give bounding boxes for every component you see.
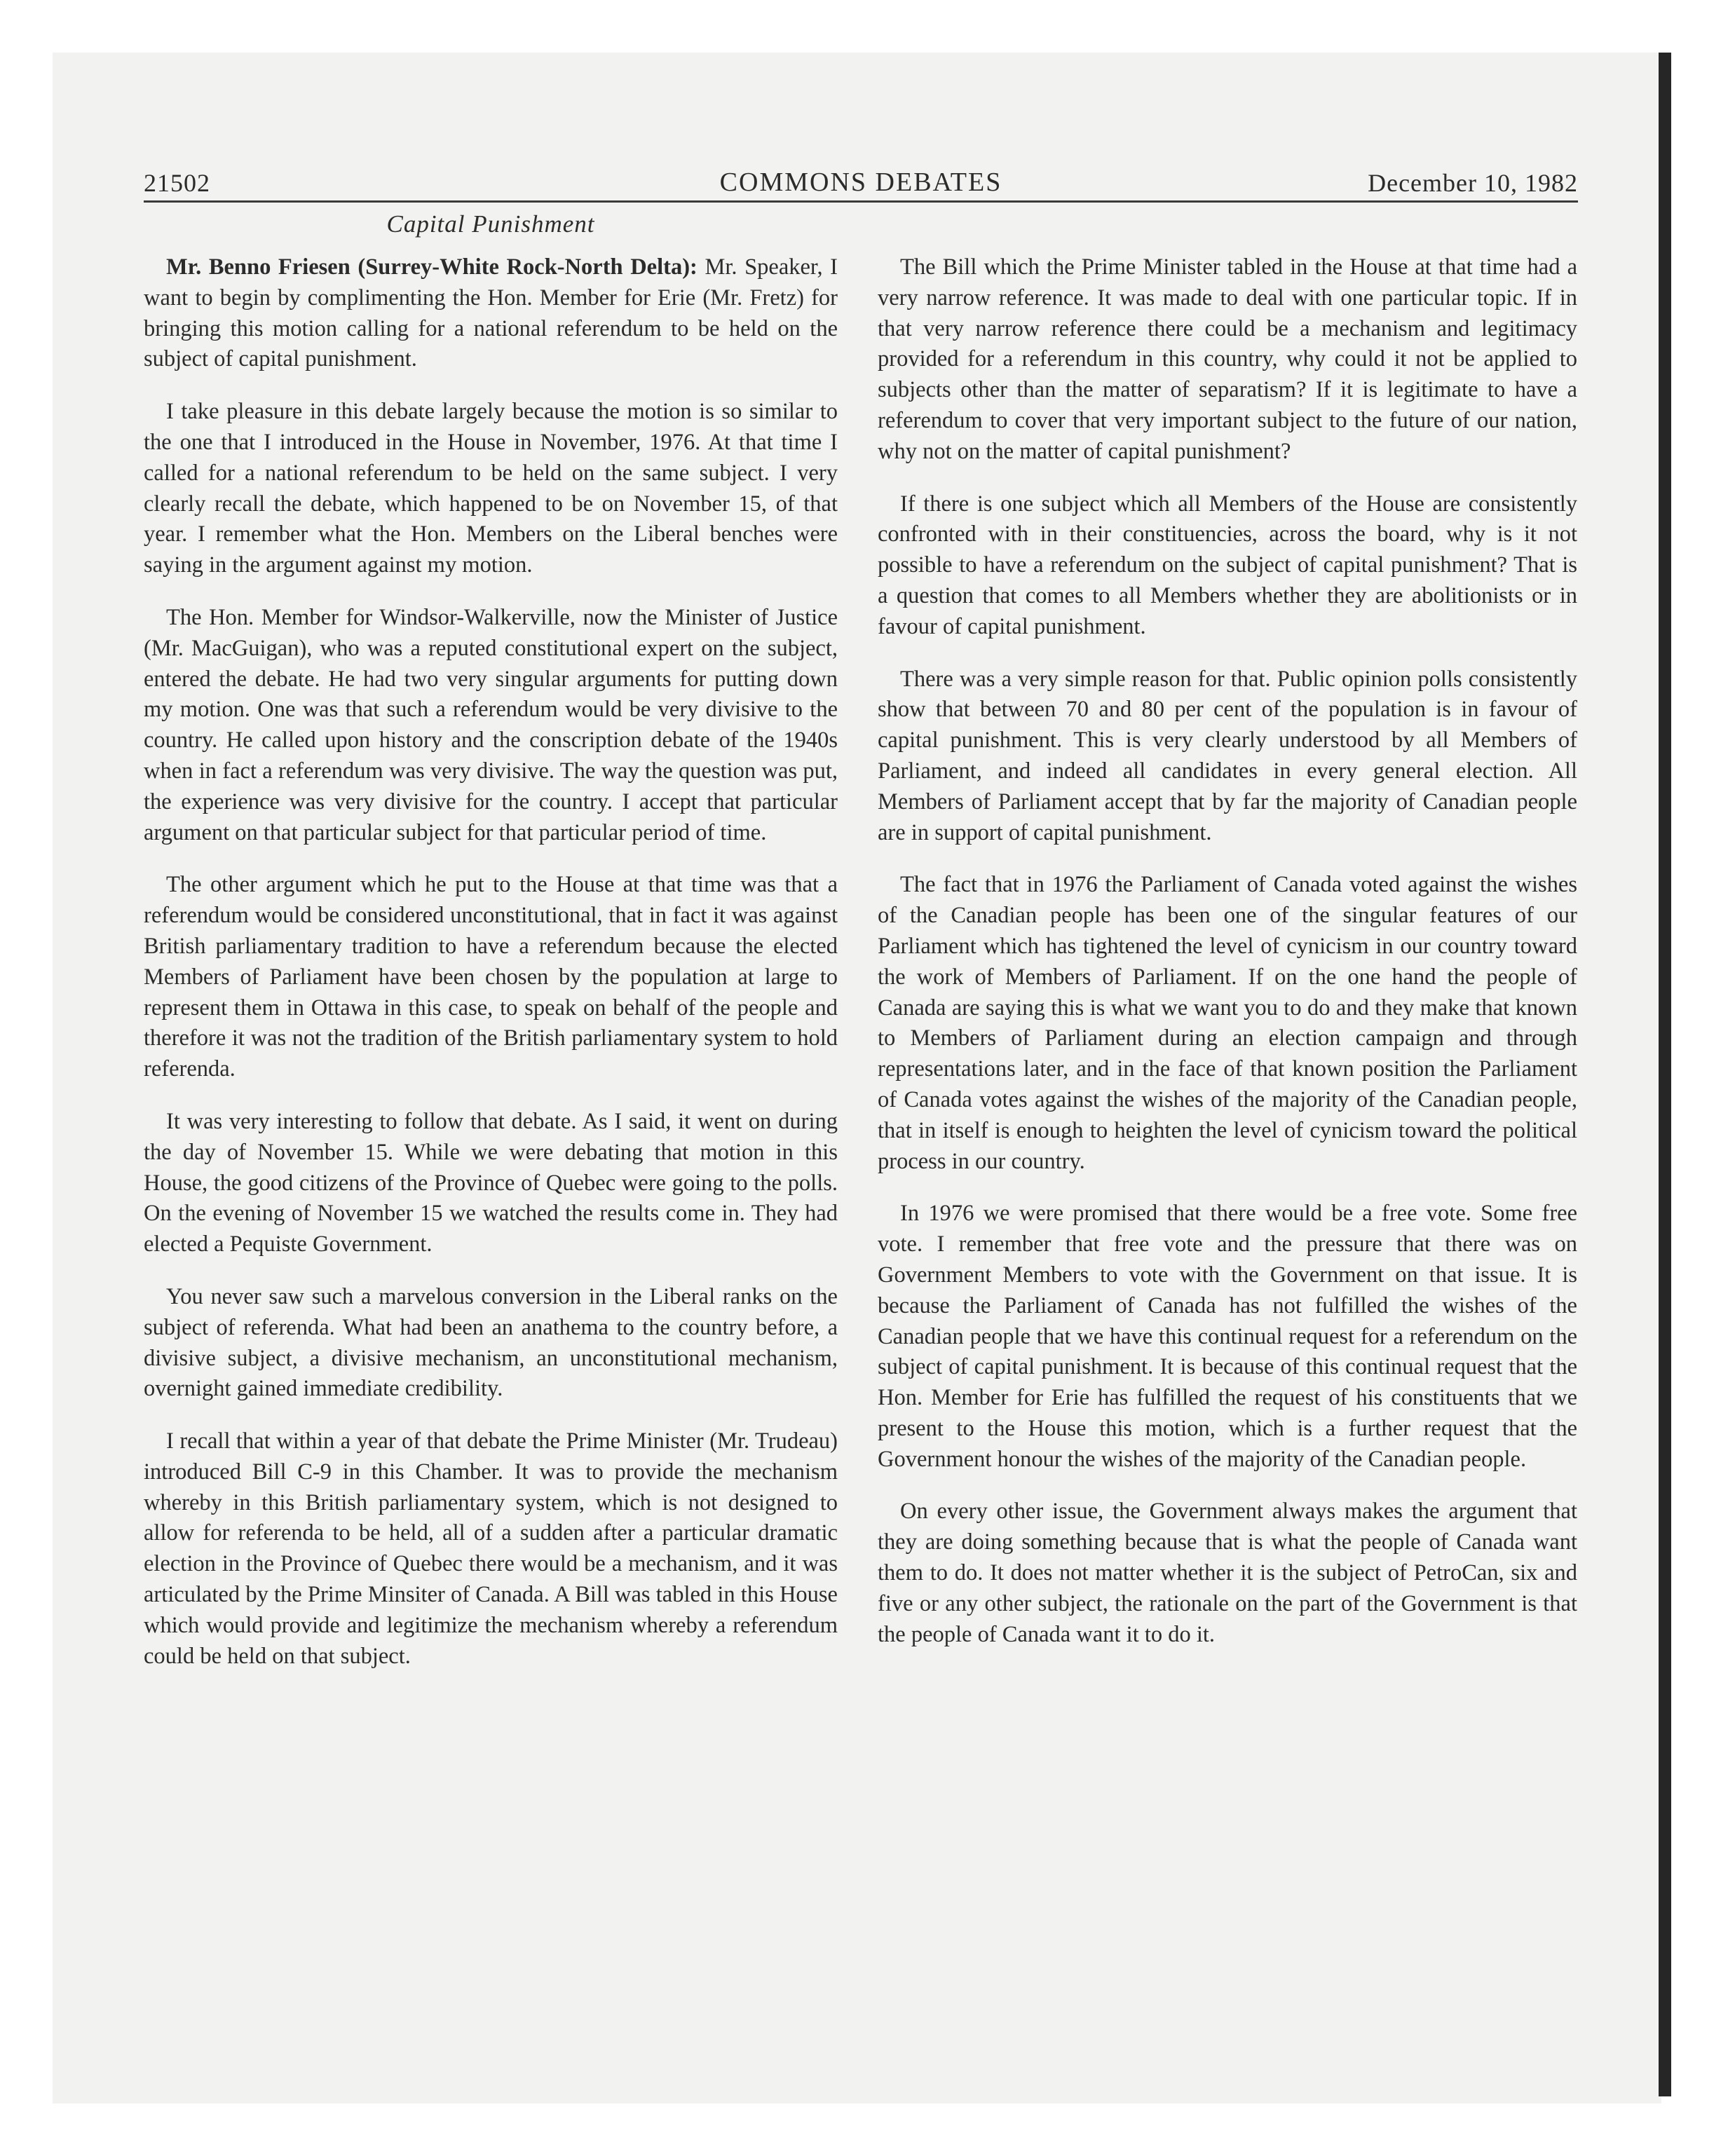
paragraph [144, 252, 838, 375]
publication-title: COMMONS DEBATES [719, 168, 1002, 197]
scan-border-top [0, 0, 1735, 53]
scan-border-right [1661, 0, 1735, 2156]
binding-shadow-bar [1659, 53, 1671, 2096]
document-page [144, 163, 1578, 1669]
paragraph: If there is one subject which all Members of the House are consistently confronted with in their constituencies, across the board, why is it not possible to have a referendum on the subject of capital punishment? That is a question that comes to all Members whether they are abolitionists or in favour of capital punishment. [878, 491, 1577, 639]
paragraph: The Hon. Member for Windsor-Walkerville, now the Minister of Justice (Mr. MacGuigan), who was a reputed constitutional expert on the subject, entered the debate. He had two very singular arguments for putting down my motion. One was that such a referendum would be very divisive to the country. He called upon history and the conscription debate of the 1940s when in fact a referendum was very divisive. The way the question was put, the experience was very divisive for the country. I accept that particular argument on that particular subject for that particular period of time. [144, 604, 838, 845]
scan-border-left [0, 0, 53, 2156]
paragraph: In 1976 we were promised that there would be a free vote. Some free vote. I remember that free vote and the pressure that there was on Government Members to vote with the Government on that issue. It is because the Parliament of Canada has not fulfilled the wishes of the Canadian people that we have this continual request for a referendum on the subject of capital punishment. It is because of this continual request that the Hon. Member for Erie has fulfilled the request of his constituents that we present to the House this motion, which is a further request that the Government honour the wishes of the majority of the Canadian people. [878, 1201, 1577, 1472]
right-column [878, 252, 1577, 1672]
scan-border-bottom [0, 2103, 1735, 2156]
running-header [144, 163, 1578, 203]
paragraph: It was very interesting to follow that debate. As I said, it went on during the day of November 15. While we were debating that motion in this House, the good citizens of the Province of Quebec were going to the polls. On the evening of November 15 we watched the results come in. They had elected a Pequiste Government. [144, 1108, 838, 1257]
paragraph: You never saw such a marvelous conversion in the Liberal ranks on the subject of referenda. What had been an anathema to the country before, a divisive subject, a divisive mechanism, an unconstitutional mechanism, overnight gained immediate credibility. [144, 1283, 838, 1402]
paragraph: On every other issue, the Government always makes the argument that they are doing something because that is what the people of Canada want them to do. It does not matter whether it is the subject of PetroCan, six and five or any other subject, the rationale on the part of the Government is that the people of Canada want it to do it. [878, 1499, 1577, 1647]
paragraph: The other argument which he put to the House at that time was that a referendum would be considered unconstitutional, that in fact it was against British parliamentary tradition to have a referendum because the elected Members of Parliament have been chosen by the population at large to represent them in Ottawa in this case, to speak on behalf of the people and therefore it was not the tradition of the British parliamentary system to hold referenda. [144, 872, 838, 1082]
paragraph-text: Mr. Speaker, I want to begin by complimenting the Hon. Member for Erie (Mr. Fretz) for bringing this motion calling for a national referendum to be held on the subject of capital punishment. [144, 254, 838, 372]
paragraph: There was a very simple reason for that. Public opinion polls consistently show that between 70 and 80 per cent of the population is in favour of capital punishment. This is very clearly understood by all Members of Parliament, and indeed all candidates in every general election. All Members of Parliament accept that by far the majority of Canadian people are in support of capital punishment. [878, 666, 1577, 845]
paragraph: The fact that in 1976 the Parliament of Canada voted against the wishes of the Canadian people has been one of the singular features of our Parliament which has tightened the level of cynicism in our country toward the work of Members of Parliament. If on the one hand the people of Canada are saying this is what we want you to do and they make that known to Members of Parliament during an election campaign and through representations later, and in the face of that known position the Parliament of Canada votes against the wishes of the majority of the Canadian people, that in itself is enough to heighten the level of cynicism toward the political process in our country. [878, 872, 1577, 1174]
section-title: Capital Punishment [386, 210, 595, 238]
speaker-name: Mr. Benno Friesen (Surrey-White Rock-North Delta): [166, 254, 698, 280]
header-date: December 10, 1982 [1368, 169, 1578, 197]
paragraph: I recall that within a year of that debate the Prime Minister (Mr. Trudeau) introduced Bill C-9 in this Chamber. It was to provide the mechanism whereby in this British parliamentary system, which is not designed to allow for referenda to be held, all of a sudden after a particular dramatic election in the Province of Quebec there would be a mechanism, and it was articulated by the Prime Minsiter of Canada. A Bill was tabled in this House which would provide and legitimize the mechanism whereby a referendum could be held on that subject. [144, 1428, 838, 1669]
paragraph: The Bill which the Prime Minister tabled in the House at that time had a very narrow reference. It was made to deal with one particular topic. If in that very narrow reference there could be a mechanism and legitimacy provided for a referendum in this country, why could it not be applied to subjects other than the matter of separatism? If it is legitimate to have a referendum to cover that very important subject to the future of our nation, why not on the matter of capital punishment? [878, 254, 1577, 464]
paragraph: I take pleasure in this debate largely because the motion is so similar to the one that I introduced in the House in November, 1976. At that time I called for a national referendum to be held on the same subject. I very clearly recall the debate, which happened to be on November 15, of that year. I remember what the Hon. Members on the Liberal benches were saying in the argument against my motion. [144, 399, 838, 578]
left-column [144, 252, 838, 1693]
page-number: 21502 [144, 169, 210, 197]
